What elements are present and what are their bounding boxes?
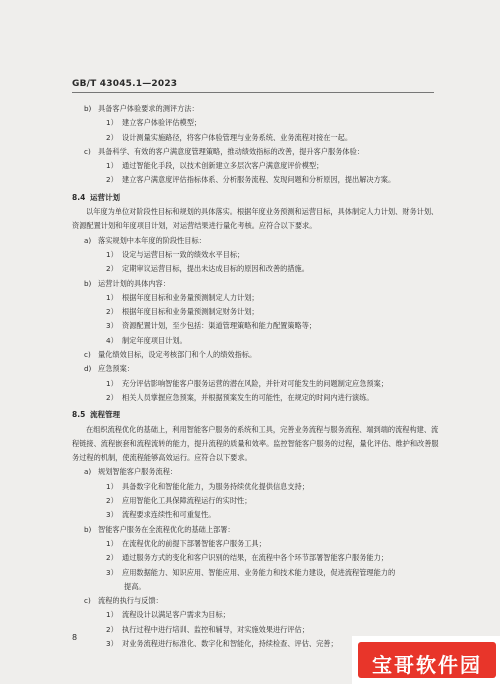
- list-marker: 4）: [106, 335, 118, 345]
- body-paragraph: 以年度为单位对阶段性目标和规划的具体落实。根据年度业务预测和运营目标，具体制定人力计划、财务计划、资源配置计划和年度项目计划，对运营结果进行量化考核。应符合以下要求。: [72, 207, 439, 231]
- list-item: [72, 348, 442, 362]
- list-item-text: 通过智能化手段，以技术创新建立多层次客户满意度评价模型；: [122, 161, 324, 171]
- list-marker: a): [84, 235, 92, 245]
- list-marker: 2）: [106, 496, 118, 506]
- list-item-text: 设定与运营目标一致的绩效水平目标；: [122, 249, 245, 259]
- list-item: [72, 608, 442, 622]
- list-item-text: 落实规划中本年度的阶段性目标：: [98, 235, 206, 245]
- list-marker: 1）: [106, 118, 118, 128]
- section-number: 8.4: [72, 192, 86, 202]
- list-item: [72, 173, 442, 187]
- list-marker: 2）: [106, 175, 118, 185]
- list-item: [72, 319, 442, 333]
- list-item: [72, 594, 442, 608]
- list-item: [72, 248, 442, 262]
- list-marker: c): [84, 596, 91, 606]
- list-item-text: 执行过程中进行培训、监控和辅导，对实施效果进行评估；: [122, 624, 309, 634]
- list-marker: 3）: [106, 638, 118, 648]
- watermark-text: 宝哥软件园: [372, 653, 482, 677]
- list-marker: b): [84, 104, 92, 113]
- list-item: [72, 623, 442, 637]
- watermark-logo: [352, 636, 500, 684]
- list-marker: 3）: [106, 510, 118, 520]
- list-item: [72, 131, 442, 145]
- list-item: [72, 145, 442, 159]
- list-marker: b): [84, 524, 92, 534]
- list-item-text: 流程设计以满足客户需求为目标；: [122, 610, 230, 620]
- list-item-text: 规划智能客户服务流程：: [98, 467, 178, 477]
- list-marker: 1）: [106, 610, 118, 620]
- list-marker: 1）: [106, 378, 118, 388]
- watermark-badge: [358, 642, 496, 678]
- list-marker: c): [84, 146, 91, 156]
- list-item-text: 具备客户体验要求的测评方法：: [98, 104, 199, 113]
- section-title: 运营计划: [90, 192, 120, 202]
- list-item-text: 智能客户服务在全流程优化的基础上部署：: [98, 524, 235, 534]
- list-item-text: 对业务流程进行标准化、数字化和智能化，持续检查、评估、完善；: [122, 638, 338, 648]
- list-marker: 1）: [106, 249, 118, 259]
- list-item-text: 建立客户满意度评估指标体系、分析服务流程、发现问题和分析原因，提出解决方案。: [122, 175, 396, 185]
- list-item: [72, 277, 442, 291]
- section-number: 8.5: [72, 410, 86, 420]
- list-marker: c): [84, 350, 91, 360]
- list-item: [72, 566, 442, 580]
- list-marker: a): [84, 467, 92, 477]
- list-item: [72, 537, 442, 551]
- list-item: [72, 523, 442, 537]
- list-item-text: 根据年度目标和业务量预测制定人力计划；: [122, 292, 259, 302]
- list-marker: d): [84, 364, 92, 374]
- list-item-text: 具备数字化和智能化能力，为服务持续优化提供信息支持；: [122, 481, 309, 491]
- section-heading: [72, 408, 442, 422]
- body-paragraph: 在组织流程优化的基础上，利用智能客户服务的系统和工具，完善业务流程与服务流程、端到端的流程构建、流程链接、流程嵌套和流程流转的能力，提升流程的质量和效率。监控智能客户服务的过程，量化评估、维护和改善服务过程的机制，使流程能够高效运行。应符合以下要求。: [72, 424, 439, 463]
- document-body: [72, 102, 442, 651]
- list-marker: 1）: [106, 538, 118, 548]
- header-rule: [72, 92, 434, 93]
- list-item-text: 资源配置计划，至少包括：渠道管理策略和能力配置策略等；: [122, 321, 317, 331]
- list-item-text: 应用智能化工具保障流程运行的实时性；: [122, 496, 252, 506]
- list-item-text: 定期审议运营目标，提出未达成目标的原因和改善的措施。: [122, 264, 309, 274]
- list-item-text: 流程的执行与反馈：: [98, 596, 163, 606]
- list-item: [72, 262, 442, 276]
- list-item: [72, 234, 442, 248]
- list-item-text: 流程要求连续性和可重复性。: [122, 510, 216, 520]
- list-item-text: 充分评估影响智能客户服务运营的潜在风险，并针对可能发生的问题制定应急预案；: [122, 378, 388, 388]
- list-item-text: 通过服务方式的变化和客户识别的结果，在流程中各个环节部署智能客户服务能力；: [122, 553, 388, 563]
- list-item: [72, 508, 442, 522]
- list-item-text: 运营计划的具体内容：: [98, 278, 170, 288]
- list-item: [72, 551, 442, 565]
- list-item-text: 设计测量实施路径，将客户体验管理与业务系统、业务流程对接在一起。: [122, 132, 353, 142]
- list-item-text: 量化绩效目标，设定考核部门和个人的绩效指标。: [98, 350, 257, 360]
- list-item: [72, 334, 442, 348]
- list-marker: 2）: [106, 264, 118, 274]
- list-item-text: 提高。: [124, 581, 146, 591]
- page-number: 8: [72, 633, 78, 642]
- list-item-text: 具备科学、有效的客户满意度管理策略，推动绩效指标的改善，提升客户服务体验：: [98, 146, 364, 156]
- list-marker: 2）: [106, 132, 118, 142]
- list-item: [72, 291, 442, 305]
- list-marker: 1）: [106, 161, 118, 171]
- list-item-text: 相关人员掌握应急预案，并根据预案发生的可能性，在规定的时间内进行演练。: [122, 392, 374, 402]
- list-marker: 1）: [106, 481, 118, 491]
- list-marker: 2）: [106, 553, 118, 563]
- list-marker: 2）: [106, 624, 118, 634]
- list-marker: 2）: [106, 307, 118, 317]
- list-item: [72, 465, 442, 479]
- list-item: [72, 580, 442, 594]
- list-item: [72, 305, 442, 319]
- list-item-text: 在流程优化的前提下部署智能客户服务工具；: [122, 538, 266, 548]
- list-marker: 3）: [106, 321, 118, 331]
- list-item: [72, 362, 442, 376]
- list-marker: b): [84, 278, 92, 288]
- list-item-text: 制定年度项目计划。: [122, 335, 187, 345]
- list-item: [72, 480, 442, 494]
- section-heading: [72, 191, 442, 205]
- list-item-text: 应用数据能力、知识应用、智能应用、业务能力和技术能力建设，促进流程管理能力的: [122, 567, 396, 577]
- list-item: [72, 102, 442, 116]
- list-item-text: 应急预案：: [98, 364, 134, 374]
- list-item: [72, 159, 442, 173]
- list-item: [72, 494, 442, 508]
- list-marker: 1）: [106, 292, 118, 302]
- list-item-text: 根据年度目标和业务量预测制定财务计划；: [122, 307, 259, 317]
- standard-number: GB/T 43045.1—2023: [72, 79, 178, 89]
- list-item: [72, 377, 442, 391]
- list-item-text: 建立客户体验评估模型；: [122, 118, 202, 128]
- list-item: [72, 116, 442, 130]
- list-item: [72, 391, 442, 405]
- list-marker: 3）: [106, 567, 118, 577]
- list-marker: 2）: [106, 392, 118, 402]
- section-title: 流程管理: [90, 410, 120, 420]
